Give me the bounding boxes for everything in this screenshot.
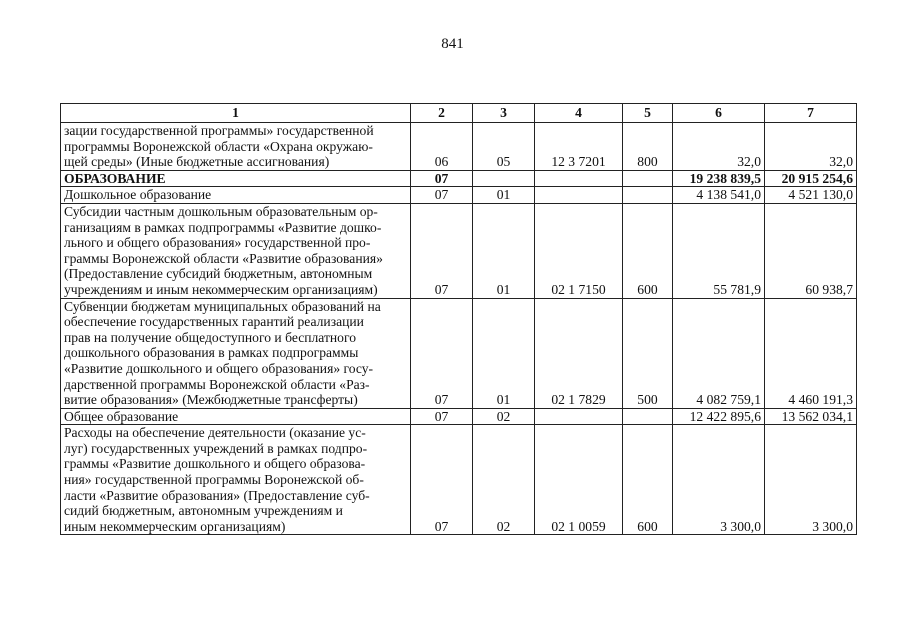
expense-type-code <box>623 408 673 425</box>
amount-col6: 4 138 541,0 <box>673 187 765 204</box>
description-line: ласти «Развитие образования» (Предоставление суб- <box>64 487 370 503</box>
description-line: программы Воронежской области «Охрана окружаю- <box>64 138 373 154</box>
description-line: зации государственной программы» государственной <box>64 123 374 138</box>
section-code: 07 <box>411 203 473 298</box>
description-line: ния» государственной программы Воронежской об- <box>64 472 364 488</box>
table-row <box>61 408 857 425</box>
amount-col6: 12 422 895,6 <box>673 408 765 425</box>
row-description <box>61 203 411 298</box>
column-header: 7 <box>765 104 857 123</box>
expense-type-code: 600 <box>623 203 673 298</box>
subsection-code: 01 <box>473 298 535 408</box>
description-line: щей среды» (Иные бюджетные ассигнования) <box>64 154 330 170</box>
amount-col7: 13 562 034,1 <box>765 408 857 425</box>
description-line: Дошкольное образование <box>64 187 212 203</box>
target-article-code <box>535 408 623 425</box>
description-line: учреждениям и иным некоммерческим организациям) <box>64 281 378 297</box>
description-line: прав на получение общедоступного и бесплатного <box>64 329 357 345</box>
row-description <box>61 408 411 425</box>
amount-col6: 55 781,9 <box>673 203 765 298</box>
subsection-code <box>473 170 535 187</box>
amount-col7: 32,0 <box>765 123 857 171</box>
target-article-code: 12 3 7201 <box>535 123 623 171</box>
header-row <box>61 104 857 123</box>
description-line: Субвенции бюджетам муниципальных образований на <box>64 298 381 314</box>
target-article-code: 02 1 7150 <box>535 203 623 298</box>
section-code: 07 <box>411 298 473 408</box>
column-header: 1 <box>61 104 411 123</box>
description-line: иным некоммерческим организациям) <box>64 518 286 534</box>
table-row <box>61 123 857 171</box>
subsection-code: 01 <box>473 203 535 298</box>
amount-col6: 19 238 839,5 <box>673 170 765 187</box>
page-number: 841 <box>441 36 464 52</box>
description-line: ОБРАЗОВАНИЕ <box>64 170 166 186</box>
section-code: 07 <box>411 170 473 187</box>
target-article-code: 02 1 7829 <box>535 298 623 408</box>
amount-col6: 32,0 <box>673 123 765 171</box>
description-line: ганизациям в рамках подпрограммы «Развитие дошко- <box>64 219 382 235</box>
column-header: 3 <box>473 104 535 123</box>
subsection-code: 02 <box>473 425 535 535</box>
table-row <box>61 170 857 187</box>
description-line: луг) государственных учреждений в рамках подпро- <box>64 440 368 456</box>
column-header: 4 <box>535 104 623 123</box>
expense-type-code <box>623 170 673 187</box>
target-article-code <box>535 187 623 204</box>
target-article-code <box>535 170 623 187</box>
amount-col7: 4 460 191,3 <box>765 298 857 408</box>
expense-type-code: 800 <box>623 123 673 171</box>
amount-col7: 60 938,7 <box>765 203 857 298</box>
column-header: 5 <box>623 104 673 123</box>
description-line: Расходы на обеспечение деятельности (оказание ус- <box>64 425 366 441</box>
description-line: витие образования» (Межбюджетные трансферты) <box>64 392 358 408</box>
section-code: 07 <box>411 408 473 425</box>
description-line: дарственной программы Воронежской области «Раз- <box>64 376 370 392</box>
description-line: граммы «Развитие дошкольного и общего образова- <box>64 456 366 472</box>
description-line: граммы Воронежской области «Развитие образования» <box>64 250 383 266</box>
column-header: 2 <box>411 104 473 123</box>
table-row <box>61 187 857 204</box>
subsection-code: 02 <box>473 408 535 425</box>
target-article-code: 02 1 0059 <box>535 425 623 535</box>
amount-col7: 3 300,0 <box>765 425 857 535</box>
column-header: 6 <box>673 104 765 123</box>
description-line: Субсидии частным дошкольным образовательным ор- <box>64 203 378 219</box>
budget-table <box>60 103 857 535</box>
amount-col6: 3 300,0 <box>673 425 765 535</box>
row-description <box>61 425 411 535</box>
section-code: 07 <box>411 425 473 535</box>
table-row <box>61 298 857 408</box>
table-row <box>61 425 857 535</box>
section-code: 07 <box>411 187 473 204</box>
subsection-code: 05 <box>473 123 535 171</box>
description-line: «Развитие дошкольного и общего образования» госу- <box>64 360 374 376</box>
expense-type-code <box>623 187 673 204</box>
row-description <box>61 170 411 187</box>
description-line: Общее образование <box>64 408 179 424</box>
table-row <box>61 203 857 298</box>
description-line: сидий бюджетным, автономным учреждениям и <box>64 503 343 519</box>
subsection-code: 01 <box>473 187 535 204</box>
expense-type-code: 500 <box>623 298 673 408</box>
amount-col7: 20 915 254,6 <box>765 170 857 187</box>
row-description <box>61 187 411 204</box>
description-line: дошкольного образования в рамках подпрограммы <box>64 345 359 361</box>
description-line: (Предоставление субсидий бюджетным, автономным <box>64 266 373 282</box>
amount-col6: 4 082 759,1 <box>673 298 765 408</box>
section-code: 06 <box>411 123 473 171</box>
row-description <box>61 298 411 408</box>
expense-type-code: 600 <box>623 425 673 535</box>
row-description <box>61 123 411 171</box>
description-line: обеспечение государственных гарантий реализации <box>64 314 364 330</box>
description-line: льного и общего образования» государственной про- <box>64 235 371 251</box>
amount-col7: 4 521 130,0 <box>765 187 857 204</box>
